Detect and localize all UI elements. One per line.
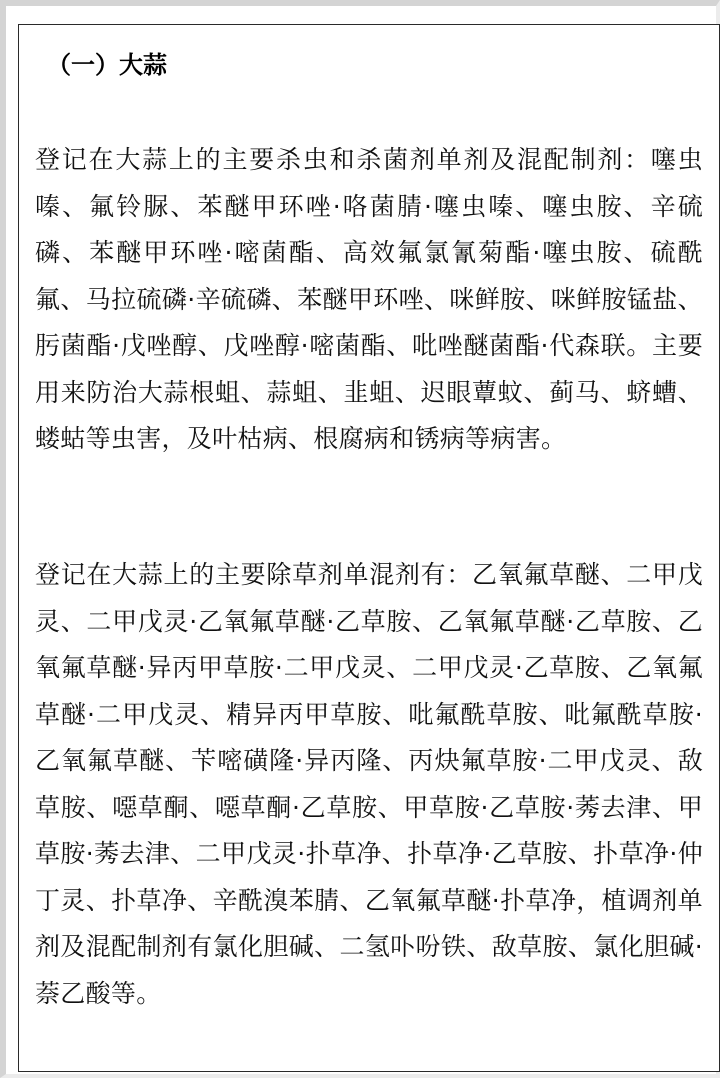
paragraph-herbicides-regulators: 登记在大蒜上的主要除草剂单混剂有：乙氧氟草醚、二甲戊灵、二甲戊灵·乙氧氟草醚·乙草胺、乙氧氟草醚·乙草胺、乙氧氟草醚·异丙甲草胺·二甲戊灵、二甲戊灵·乙草胺、乙氧氟草醚·二甲戊灵、精异丙甲草胺、吡氟酰草胺、吡氟酰草胺·乙氧氟草醚、苄嘧磺隆·异丙隆、丙炔氟草胺·二甲戊灵、敌草胺、噁草酮、噁草酮·乙草胺、甲草胺·乙草胺·莠去津、甲草胺·莠去津、二甲戊灵·扑草净、扑草净·乙草胺、扑草净·仲丁灵、扑草净、辛酰溴苯腈、乙氧氟草醚·扑草净，植调剂单剂及混配制剂有氯化胆碱、二氢卟吩铁、敌草胺、氯化胆碱·萘乙酸等。 bbox=[35, 560, 703, 1008]
content-card bbox=[18, 24, 720, 1072]
paragraph-pesticides-fungicides: 登记在大蒜上的主要杀虫和杀菌剂单剂及混配制剂：噻虫嗪、氟铃脲、苯醚甲环唑·咯菌腈·噻虫嗪、噻虫胺、辛硫磷、苯醚甲环唑·嘧菌酯、高效氟氯氰菊酯·噻虫胺、硫酰氟、马拉硫磷·辛硫磷、苯醚甲环唑、咪鲜胺、咪鲜胺锰盐、肟菌酯·戊唑醇、戊唑醇·嘧菌酯、吡唑醚菌酯·代森联。主要用来防治大蒜根蛆、蒜蛆、韭蛆、迟眼蕈蚊、蓟马、蛴螬、蝼蛄等虫害，及叶枯病、根腐病和锈病等病害。 bbox=[35, 145, 703, 453]
section-heading: （一）大蒜 bbox=[47, 51, 167, 79]
